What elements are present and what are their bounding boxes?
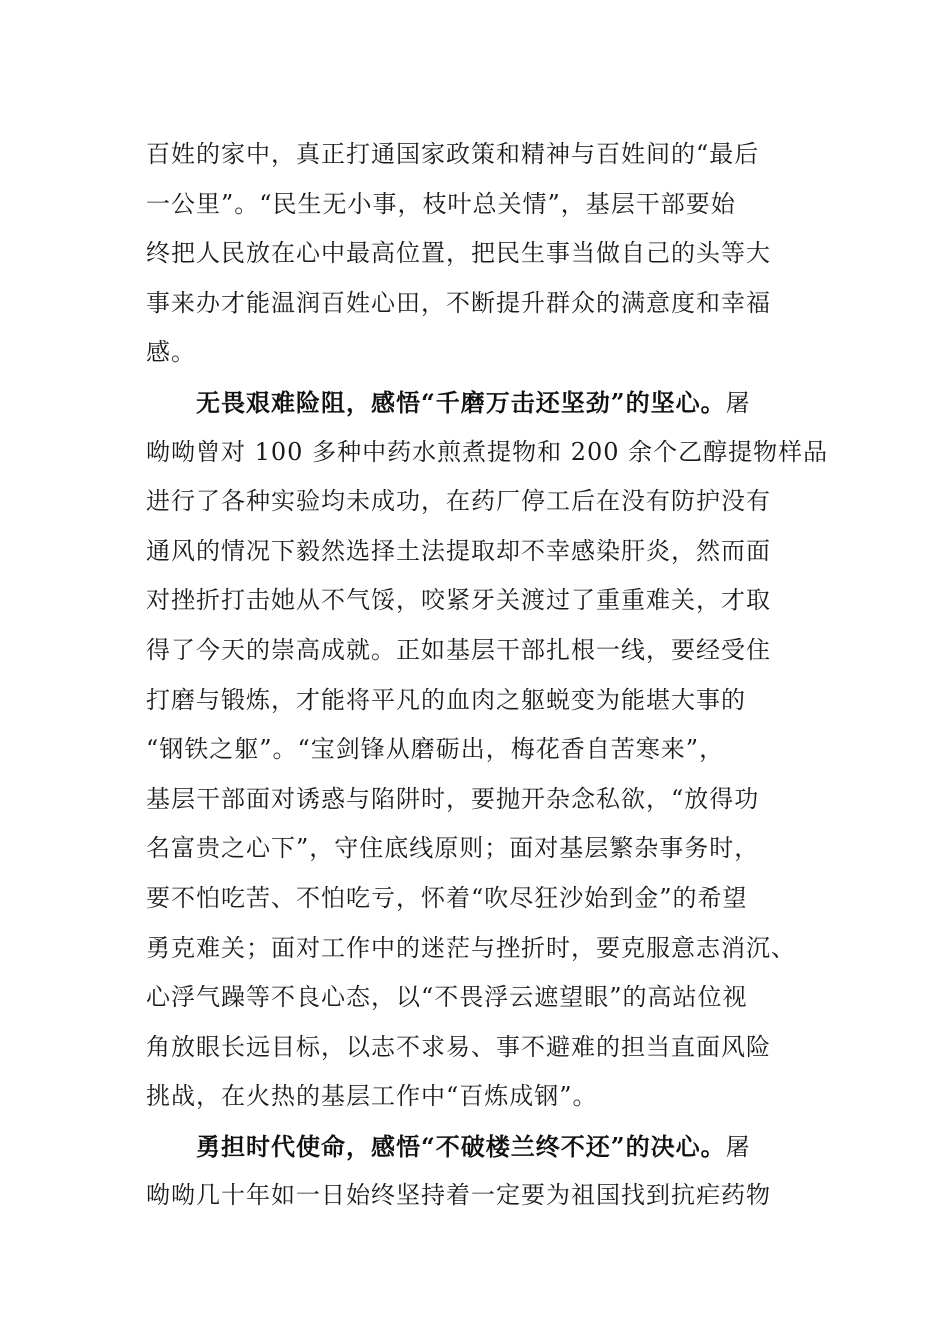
paragraph-2-first-line-rest: 屠 <box>725 388 751 417</box>
paragraph-2-line-7: 打磨与锻炼，才能将平凡的血肉之躯蜕变为能堪大事的 <box>146 685 746 714</box>
paragraph-2-first-line <box>146 378 804 428</box>
paragraph-2-line-8: “钢铁之躯”。“宝剑锋从磨砺出，梅花香自苦寒来”， <box>146 735 725 764</box>
paragraph-2-line-15: 挑战，在火热的基层工作中“百炼成钢”。 <box>146 1082 598 1111</box>
body-text <box>146 130 829 1221</box>
paragraph-2-line-5: 对挫折打击她从不气馁，咬紧牙关渡过了重重难关，才取 <box>146 586 771 615</box>
paragraph-2-line-11: 要不怕吃苦、不怕吃亏，怀着“吹尽狂沙始到金”的希望 <box>146 883 748 912</box>
paragraph-3-first-line-rest: 屠 <box>725 1132 751 1161</box>
paragraph-1-line-2: 一公里”。“民生无小事，枝叶总关情”，基层干部要始 <box>146 189 736 218</box>
paragraph-2-heading: 无畏艰难险阻，感悟“千磨万击还坚劲”的坚心。 <box>196 387 726 417</box>
paragraph-2-line-12: 勇克难关；面对工作中的迷茫与挫折时，要克服意志消沉、 <box>146 933 796 962</box>
paragraph-3-line-2: 呦呦几十年如一日始终坚持着一定要为祖国找到抗疟药物 <box>146 1181 771 1210</box>
paragraph-2-line-2: 呦呦曾对 100 多种中药水煎煮提物和 200 余个乙醇提物样品 <box>146 437 829 466</box>
paragraph-2-line-14: 角放眼长远目标，以志不求易、事不避难的担当直面风险 <box>146 1032 771 1061</box>
paragraph-2-line-13: 心浮气躁等不良心态，以“不畏浮云遮望眼”的高站位视 <box>146 983 748 1012</box>
paragraph-1-line-1: 百姓的家中，真正打通国家政策和精神与百姓间的“最后 <box>146 140 760 168</box>
paragraph-2-line-6: 得了今天的崇高成就。正如基层干部扎根一线，要经受住 <box>146 635 771 664</box>
paragraph-2-line-9: 基层干部面对诱惑与陷阱时，要抛开杂念私欲，“放得功 <box>146 784 760 813</box>
paragraph-3-heading: 勇担时代使命，感悟“不破楼兰终不还”的决心。 <box>196 1131 726 1161</box>
paragraph-2-line-10: 名富贵之心下”，守住底线原则；面对基层繁杂事务时， <box>146 834 760 863</box>
paragraph-1-line-3: 终把人民放在心中最高位置，把民生事当做自己的头等大 <box>146 239 771 268</box>
paragraph-2-line-3: 进行了各种实验均未成功，在药厂停工后在没有防护没有 <box>146 487 771 516</box>
paragraph-1-line-5: 感。 <box>146 338 196 367</box>
paragraph-3-first-line <box>146 1122 804 1172</box>
paragraph-1-line-4: 事来办才能温润百姓心田，不断提升群众的满意度和幸福 <box>146 288 771 317</box>
paragraph-2-line-4: 通风的情况下毅然选择土法提取却不幸感染肝炎，然而面 <box>146 536 771 565</box>
